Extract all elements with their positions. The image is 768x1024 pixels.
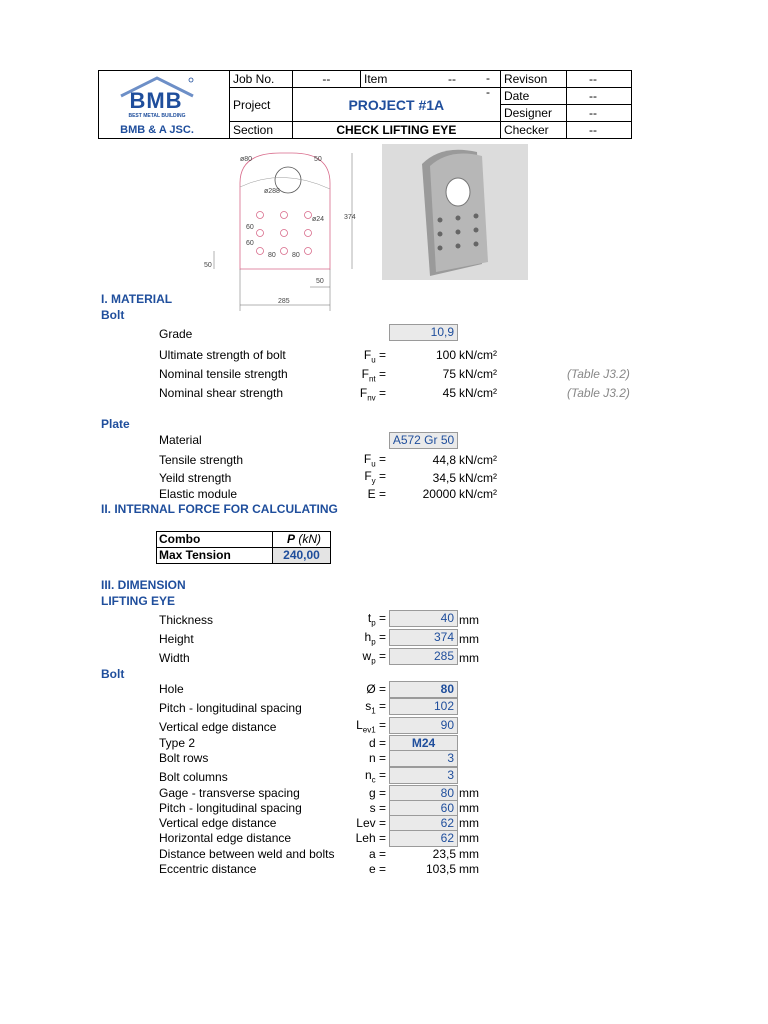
fnv-value: 45 bbox=[442, 386, 456, 400]
plate-title: Plate bbox=[101, 417, 130, 431]
fnv-symbol: $F_{nv}$ = bbox=[359, 386, 386, 403]
elastic-label: Elastic module bbox=[159, 487, 238, 501]
fnt-symbol: $F_{nt}$ = bbox=[361, 367, 386, 384]
fnt-label: Nominal tensile strength bbox=[159, 367, 288, 381]
type-value[interactable]: M24 bbox=[389, 735, 458, 752]
lifting-eye-3d-render bbox=[382, 144, 528, 280]
job-no-label: Job No. bbox=[230, 71, 293, 88]
fnv-label: Nominal shear strength bbox=[159, 386, 284, 400]
dim-80b: 80 bbox=[292, 252, 300, 259]
dim-285: 285 bbox=[278, 298, 290, 305]
material-title: I. MATERIAL bbox=[101, 292, 173, 306]
item-label: Item bbox=[361, 71, 501, 88]
fnv-unit: kN/cm² bbox=[459, 386, 497, 400]
fnt-unit: kN/cm² bbox=[459, 367, 497, 381]
plate-fu-label: Tensile strength bbox=[159, 453, 244, 467]
pitch-symbol: s = bbox=[369, 801, 386, 815]
fnt-reference: (Table J3.2) bbox=[567, 367, 630, 381]
width-symbol: $w_p$ = bbox=[362, 649, 386, 666]
plate-fu-unit: kN/cm² bbox=[459, 453, 497, 467]
lev1-value[interactable]: 90 bbox=[389, 717, 458, 734]
s1-value[interactable]: 102 bbox=[389, 698, 458, 715]
plate-material-value[interactable]: A572 Gr 50 bbox=[389, 432, 458, 449]
project-value: PROJECT #1A bbox=[292, 88, 500, 122]
logo-cell bbox=[99, 71, 230, 139]
lev1-symbol: $L_{ev1}$ = bbox=[356, 718, 386, 735]
elastic-unit: kN/cm² bbox=[459, 487, 497, 501]
eccentric-unit: mm bbox=[459, 862, 479, 876]
dim-50-top: 50 bbox=[314, 156, 322, 163]
cols-symbol: $n_c$ = bbox=[364, 768, 386, 785]
revision-value: -- bbox=[567, 71, 632, 88]
fnv-reference: (Table J3.2) bbox=[567, 386, 630, 400]
p-header: P (kN) bbox=[287, 532, 322, 546]
type-symbol: d = bbox=[368, 736, 386, 750]
s1-label: Pitch - longitudinal spacing bbox=[159, 701, 302, 715]
eccentric-value: 103,5 bbox=[425, 862, 456, 876]
checker-value: -- bbox=[567, 122, 632, 139]
plate-material-label: Material bbox=[159, 433, 202, 447]
height-label: Height bbox=[159, 632, 194, 646]
force-title: II. INTERNAL FORCE FOR CALCULATING bbox=[101, 502, 338, 516]
rows-label: Bolt rows bbox=[159, 751, 209, 765]
plate-fy-label: Yeild strength bbox=[159, 471, 232, 485]
width-label: Width bbox=[159, 651, 190, 665]
project-label: Project bbox=[230, 88, 293, 122]
designer-label: Designer bbox=[500, 105, 566, 122]
lev1-label: Vertical edge distance bbox=[159, 720, 277, 734]
fu-value: 100 bbox=[435, 348, 456, 362]
lifting-eye-title: LIFTING EYE bbox=[101, 594, 176, 608]
grade-value[interactable]: 10,9 bbox=[389, 324, 458, 341]
weld-distance-label: Distance between weld and bolts bbox=[159, 847, 335, 861]
fu-symbol: $F_u$ = bbox=[363, 348, 386, 365]
elastic-symbol: E = bbox=[367, 487, 386, 501]
cols-label: Bolt columns bbox=[159, 770, 228, 784]
pitch-label: Pitch - longitudinal spacing bbox=[159, 801, 302, 815]
width-unit: mm bbox=[459, 651, 479, 665]
dim-d80: ø80 bbox=[240, 156, 253, 163]
width-value[interactable]: 285 bbox=[389, 648, 458, 665]
logo-text: BMB bbox=[129, 87, 183, 113]
thickness-unit: mm bbox=[459, 613, 479, 627]
grade-label: Grade bbox=[159, 327, 193, 341]
dim-80a: 80 bbox=[268, 252, 276, 259]
gage-label: Gage - transverse spacing bbox=[159, 786, 300, 800]
bolt-title: Bolt bbox=[101, 308, 125, 322]
cols-value[interactable]: 3 bbox=[389, 767, 458, 784]
lev-unit: mm bbox=[459, 816, 479, 830]
gage-unit: mm bbox=[459, 786, 479, 800]
pitch-unit: mm bbox=[459, 801, 479, 815]
plate-fy-unit: kN/cm² bbox=[459, 471, 497, 485]
dim-d288: ø288 bbox=[264, 188, 280, 195]
weld-distance-value: 23,5 bbox=[432, 847, 456, 861]
max-tension-value[interactable]: 240,00 bbox=[283, 548, 320, 562]
dim-50-bottom: 50 bbox=[316, 278, 324, 285]
s1-symbol: $s_1$ = bbox=[365, 699, 386, 716]
height-symbol: $h_p$ = bbox=[364, 630, 386, 647]
dim-374: 374 bbox=[344, 214, 356, 221]
revision-label: Revison bbox=[500, 71, 566, 88]
fu-label: Ultimate strength of bolt bbox=[159, 348, 286, 362]
dim-bolt-title: Bolt bbox=[101, 667, 125, 681]
weld-distance-symbol: a = bbox=[368, 847, 386, 861]
gage-symbol: g = bbox=[368, 786, 386, 800]
type-label: Type 2 bbox=[159, 736, 196, 750]
company-name: BMB & A JSC. bbox=[120, 123, 194, 136]
item-value-text: -- bbox=[448, 72, 456, 86]
designer-value: -- bbox=[567, 105, 632, 122]
leh-symbol: Leh = bbox=[355, 831, 386, 845]
leh-value[interactable]: 62 bbox=[389, 830, 458, 847]
dim-60a: 60 bbox=[246, 224, 254, 231]
hole-symbol: Ø = bbox=[366, 682, 386, 696]
leh-label: Horizontal edge distance bbox=[159, 831, 292, 845]
dim-50-left: 50 bbox=[204, 262, 212, 269]
plate-fy-value: 34,5 bbox=[432, 471, 456, 485]
gage-value[interactable]: 80 bbox=[389, 785, 458, 802]
lev-value[interactable]: 62 bbox=[389, 815, 458, 832]
rows-value[interactable]: 3 bbox=[389, 750, 458, 767]
job-no-value: -- bbox=[292, 71, 360, 88]
eccentric-label: Eccentric distance bbox=[159, 862, 257, 876]
max-tension-label: Max Tension bbox=[159, 548, 231, 562]
thickness-value[interactable]: 40 bbox=[389, 610, 458, 627]
hole-label: Hole bbox=[159, 682, 184, 696]
dim-60b: 60 bbox=[246, 240, 254, 247]
plate-fu-symbol: $F_u$ = bbox=[363, 452, 386, 469]
lev-symbol: Lev = bbox=[356, 816, 386, 830]
leh-unit: mm bbox=[459, 831, 479, 845]
force-table bbox=[156, 531, 331, 564]
header-block: BMB BEST METAL BUILDING BMB & A JSC. Job No. -- Item Revison -- Project PROJECT #1A Date -- Designer -- Section CHECK LIFTING EYE Checker -- -- bbox=[98, 70, 632, 139]
plate-fu-value: 44,8 bbox=[432, 453, 456, 467]
date-label: Date bbox=[500, 88, 566, 105]
fnt-value: 75 bbox=[442, 367, 456, 381]
pitch-value[interactable]: 60 bbox=[389, 800, 458, 817]
hole-value[interactable]: 80 bbox=[389, 681, 458, 698]
weld-distance-unit: mm bbox=[459, 847, 479, 861]
height-value[interactable]: 374 bbox=[389, 629, 458, 646]
date-value: -- bbox=[567, 88, 632, 105]
header-table bbox=[98, 70, 632, 139]
lev-label: Vertical edge distance bbox=[159, 816, 277, 830]
combo-header: Combo bbox=[159, 532, 201, 546]
section-value: CHECK LIFTING EYE bbox=[292, 122, 500, 139]
checker-label: Checker bbox=[500, 122, 566, 139]
elastic-value: 20000 bbox=[422, 487, 456, 501]
rows-symbol: n = bbox=[368, 751, 386, 765]
eccentric-symbol: e = bbox=[368, 862, 386, 876]
lifting-eye-drawing bbox=[202, 147, 362, 317]
height-unit: mm bbox=[459, 632, 479, 646]
logo-tagline: BEST METAL BUILDING bbox=[128, 112, 186, 119]
thickness-symbol: $t_p$ = bbox=[367, 611, 386, 628]
dim-d24: ø24 bbox=[312, 216, 325, 223]
dimension-title: III. DIMENSION bbox=[101, 578, 186, 592]
plate-fy-symbol: $F_y$ = bbox=[364, 469, 386, 486]
section-label: Section bbox=[230, 122, 293, 139]
thickness-label: Thickness bbox=[159, 613, 214, 627]
fu-unit: kN/cm² bbox=[459, 348, 497, 362]
